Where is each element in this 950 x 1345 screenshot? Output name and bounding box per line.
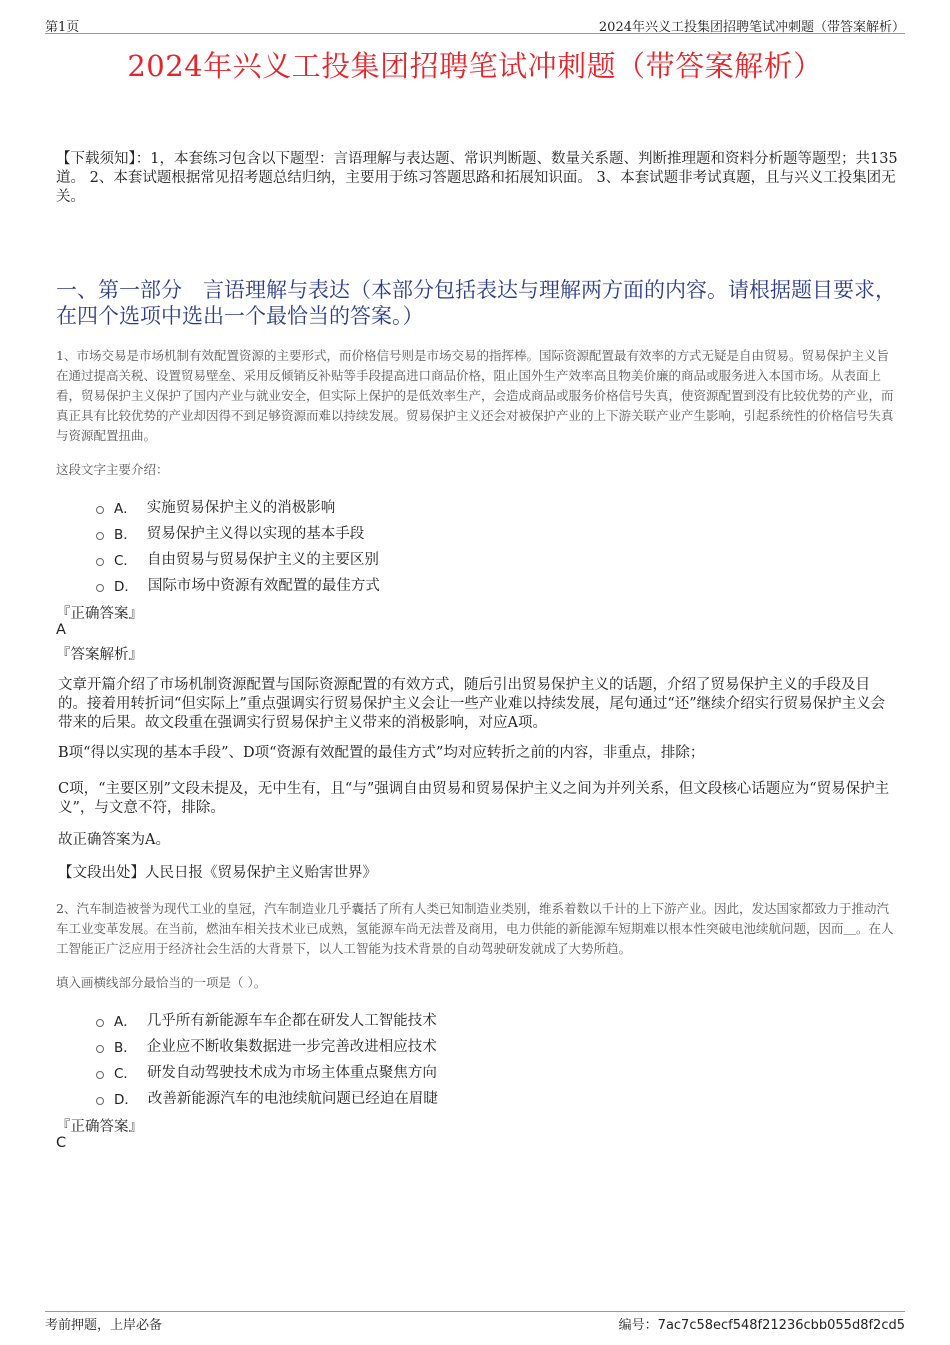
question-2-answer-label: 『正确答案』: [56, 1119, 143, 1135]
question-2-prompt: 填入画横线部分最恰当的一项是（ ）。: [56, 975, 267, 990]
option-letter: B．: [114, 526, 137, 543]
question-1-analysis-label: 『答案解析』: [56, 647, 143, 663]
option-text: 几乎所有新能源车车企都在研发人工智能技术: [146, 1013, 437, 1029]
question-2-option-a[interactable]: [96, 1009, 437, 1030]
question-1-analysis-p4: 故正确答案为A。: [58, 832, 170, 848]
radio-icon[interactable]: [96, 1097, 104, 1105]
footer-divider: [45, 1311, 905, 1312]
question-1-analysis-p3: C项，“主要区别”文段未提及，无中生有，且“与”强调自由贸易和贸易保护主义之间为并列关系，但文段核心话题应为“贸易保护主义”，与文意不符，排除。: [58, 781, 890, 816]
question-2-text: 2、汽车制造被誉为现代工业的皇冠，汽车制造业几乎囊括了所有人类已知制造业类别，维系着数以千计的上下游产业。因此，发达国家都致力于推动汽车工业变革发展。在当前，燃油车相关技术业已成熟，氢能源车尚无法普及商用，电力供能的新能源车短期难以根本性突破电池续航问题，因而＿。在人工智能正广泛应用于经济社会生活的大背景下，以人工智能为技术背景的自动驾驶研发就成了大势所趋。: [56, 901, 894, 956]
option-letter: D．: [114, 1091, 138, 1108]
option-text: 自由贸易与贸易保护主义的主要区别: [146, 552, 379, 568]
option-letter: C．: [114, 552, 137, 569]
footer-code: [619, 1314, 905, 1333]
question-2-option-b[interactable]: [96, 1035, 437, 1056]
section-title: 一、第一部分 言语理解与表达（本部分包括表达与理解两方面的内容。请根据题目要求，在四个选项中选出一个最恰当的答案。）: [56, 278, 896, 328]
option-letter: D．: [114, 578, 138, 595]
page-number: 第1页: [45, 20, 80, 35]
radio-icon[interactable]: [96, 584, 104, 592]
question-1-option-a[interactable]: [96, 496, 335, 517]
radio-icon[interactable]: [96, 506, 104, 514]
question-2-option-d[interactable]: [96, 1087, 438, 1108]
footer-code-label: 编号：: [618, 1318, 658, 1333]
radio-icon[interactable]: [96, 1071, 104, 1079]
header-doc-title: 2024年兴义工投集团招聘笔试冲刺题（带答案解析）: [598, 20, 905, 35]
option-letter: A．: [114, 500, 137, 517]
question-1-option-b[interactable]: [96, 522, 364, 543]
footer-code-value: 7ac7c58ecf548f21236cbb055d8f2cd5: [657, 1318, 905, 1333]
question-1-option-d[interactable]: [96, 574, 380, 595]
radio-icon[interactable]: [96, 1045, 104, 1053]
question-1-analysis-p1: 文章开篇介绍了市场机制资源配置与国际资源配置的有效方式，随后引出贸易保护主义的话题，介绍了贸易保护主义的手段及目的。接着用转折词“但实际上”重点强调实行贸易保护主义会让一些产业难以持续发展，尾句通过“还”继续介绍实行贸易保护主义会带来的后果。故文段重在强调实行贸易保护主义带来的消极影响，对应A项。: [58, 677, 886, 731]
page-title: 2024年兴义工投集团招聘笔试冲刺题（带答案解析）: [127, 49, 823, 83]
radio-icon[interactable]: [96, 558, 104, 566]
option-text: 实施贸易保护主义的消极影响: [146, 500, 336, 516]
footer-slogan: 考前押题，上岸必备: [45, 1318, 163, 1333]
question-1-analysis-p2: B项“得以实现的基本手段”、D项“资源有效配置的最佳方式”均对应转折之前的内容，非重点，排除；: [58, 745, 705, 761]
question-1-answer: A: [56, 622, 66, 638]
radio-icon[interactable]: [96, 532, 104, 540]
option-letter: A．: [114, 1013, 137, 1030]
question-2-answer: C: [56, 1135, 67, 1151]
option-text: 改善新能源汽车的电池续航问题已经迫在眉睫: [147, 1091, 438, 1107]
question-1-text: 1、市场交易是市场机制有效配置资源的主要形式，而价格信号则是市场交易的指挥棒。国际资源配置最有效率的方式无疑是自由贸易。贸易保护主义旨在通过提高关税、设置贸易壁垒、采用反倾销反补贴等手段提高进口商品价格，阻止国外生产效率高且物美价廉的商品或服务进入本国市场。从表面上看，贸易保护主义保护了国内产业与就业安全，但实际上保护的是低效率生产，会造成商品或服务价格信号失真，使资源配置到没有比较优势的产业，而真正具有比较优势的产业却因得不到足够资源而难以持续发展。贸易保护主义还会对被保护产业的上下游关联产业产生影响，引起系统性的价格信号失真与资源配置扭曲。: [56, 348, 894, 443]
question-1-source: 【文段出处】人民日报《贸易保护主义贻害世界》: [58, 865, 377, 881]
question-1-option-c[interactable]: [96, 548, 379, 569]
option-text: 国际市场中资源有效配置的最佳方式: [147, 578, 380, 594]
option-text: 研发自动驾驶技术成为市场主体重点聚焦方向: [146, 1065, 437, 1081]
question-1-prompt: 这段文字主要介绍：: [56, 462, 169, 477]
radio-icon[interactable]: [96, 1019, 104, 1027]
option-text: 贸易保护主义得以实现的基本手段: [146, 526, 365, 542]
download-notice: 【下载须知】：1，本套练习包含以下题型：言语理解与表达题、常识判断题、数量关系题、判断推理题和资料分析题等题型；共135道。 2、本套试题根据常见招考题总结归纳，主要用于练习答题思路和拓展知识面。 3、本套试题非考试真题，且与兴义工投集团无关。: [56, 151, 898, 205]
question-1-answer-label: 『正确答案』: [56, 606, 143, 622]
option-letter: C．: [114, 1065, 137, 1082]
option-text: 企业应不断收集数据进一步完善改进相应技术: [146, 1039, 437, 1055]
header-divider: [45, 33, 905, 34]
option-letter: B．: [114, 1039, 137, 1056]
question-2-option-c[interactable]: [96, 1061, 437, 1082]
